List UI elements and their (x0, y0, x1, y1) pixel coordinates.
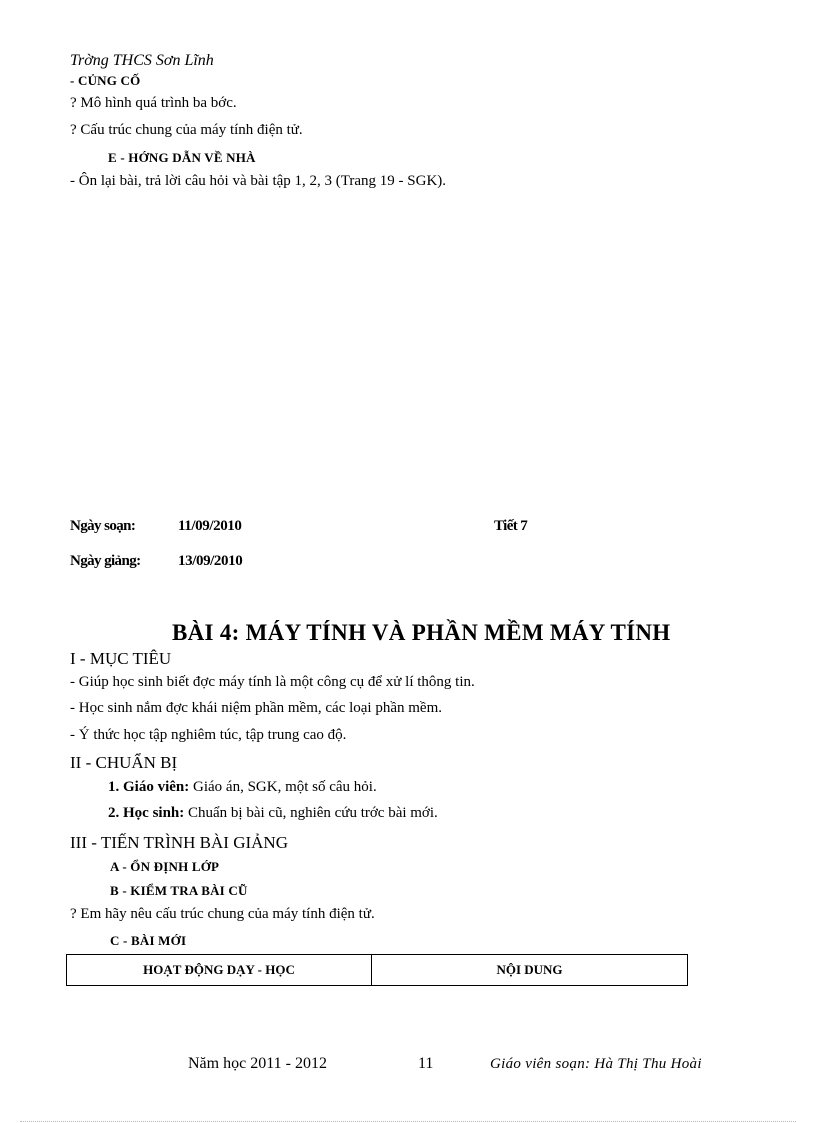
activity-table (66, 954, 688, 986)
footer-year: Năm học 2011 - 2012 (188, 1055, 327, 1072)
teach-date-value: 13/09/2010 (178, 553, 243, 569)
homework-text: - Ôn lại bài, trả lời câu hỏi và bài tập 1, 2, 3 (Trang 19 - SGK). (70, 173, 447, 189)
homework-heading: E - HỚNG DẪN VỀ NHÀ (108, 150, 256, 165)
teacher-text: Giáo án, SGK, một số câu hỏi. (189, 779, 377, 795)
page-number: 11 (418, 1055, 434, 1072)
objectives-heading: I - MỤC TIÊU (70, 649, 172, 668)
process-b: B - KIỂM TRA BÀI CŨ (110, 883, 248, 898)
process-c: C - BÀI MỚI (110, 933, 187, 948)
preparation-student (108, 805, 438, 822)
review-question-1: ? Mô hình quá trình ba bớc. (70, 95, 237, 111)
teach-date-label: Ngày giảng: (70, 553, 141, 569)
prep-date-label: Ngày soạn: (70, 518, 136, 534)
student-label: 2. Học sinh: (108, 805, 185, 821)
objective-item: - Giúp học sinh biết đợc máy tính là một công cụ để xử lí thông tin. (70, 674, 475, 690)
period-label: Tiết 7 (494, 518, 528, 534)
process-heading: III - TIẾN TRÌNH BÀI GIẢNG (70, 833, 288, 852)
school-header: Trờng THCS Sơn Lĩnh (70, 52, 214, 69)
teacher-label: 1. Giáo viên: (108, 779, 190, 795)
objective-item: - Ý thức học tập nghiêm túc, tập trung cao độ. (70, 727, 347, 743)
review-heading: - CỦNG CỐ (70, 73, 141, 88)
process-a: A - ỔN ĐỊNH LỚP (110, 859, 220, 874)
objective-item: - Học sinh nắm đợc khái niệm phần mềm, các loại phần mềm. (70, 700, 442, 716)
student-text: Chuẩn bị bài cũ, nghiên cứu trớc bài mới. (184, 805, 438, 821)
lesson-title: BÀI 4: MÁY TÍNH VÀ PHẦN MỀM MÁY TÍNH (172, 620, 671, 645)
table-header-activity: HOẠT ĐỘNG DẠY - HỌC (67, 955, 372, 985)
prep-date-value: 11/09/2010 (178, 518, 242, 534)
page-edge-divider (20, 1121, 796, 1122)
footer-teacher: Giáo viên soạn: Hà Thị Thu Hoài (490, 1056, 702, 1072)
table-header-content: NỘI DUNG (496, 962, 563, 977)
process-b-question: ? Em hãy nêu cấu trúc chung của máy tính điện tử. (70, 906, 375, 922)
preparation-teacher (108, 779, 377, 796)
review-question-2: ? Cấu trúc chung của máy tính điện tử. (70, 122, 303, 138)
preparation-heading: II - CHUẨN BỊ (70, 753, 178, 772)
